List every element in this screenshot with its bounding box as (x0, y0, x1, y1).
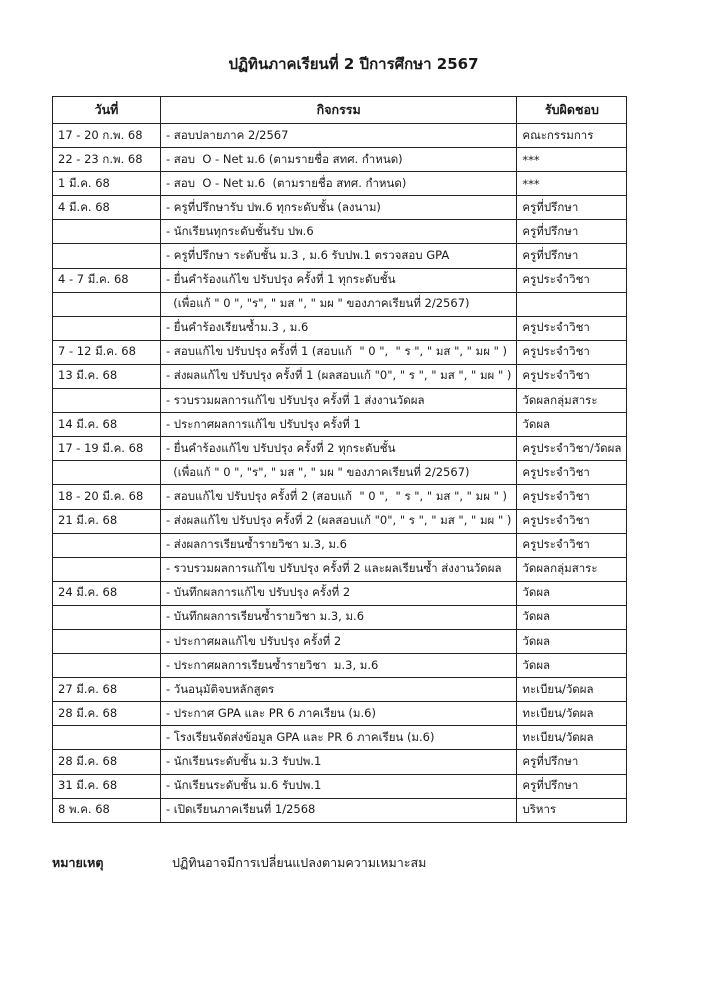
table-row (53, 461, 627, 485)
table-header-row (53, 97, 627, 124)
cell-responsible: ครูที่ปรึกษา (517, 220, 627, 244)
cell-responsible: ครูประจำวิชา (517, 364, 627, 388)
cell-activity: - รวบรวมผลการแก้ไข ปรับปรุง ครั้งที่ 2 และผลเรียนซ้ำ ส่งงานวัดผล (161, 557, 517, 581)
cell-responsible: ครูที่ปรึกษา (517, 244, 627, 268)
cell-responsible: ครูที่ปรึกษา (517, 750, 627, 774)
cell-responsible: วัดผล (517, 629, 627, 653)
cell-date: 8 พ.ค. 68 (53, 798, 161, 822)
cell-date: 14 มี.ค. 68 (53, 413, 161, 437)
table-row (53, 292, 627, 316)
cell-responsible: วัดผลกลุ่มสาระ (517, 389, 627, 413)
cell-date: 17 - 20 ก.พ. 68 (53, 124, 161, 148)
table-row (53, 798, 627, 822)
cell-date: 22 - 23 ก.พ. 68 (53, 148, 161, 172)
table-row (53, 654, 627, 678)
table-row (53, 244, 627, 268)
cell-date: 21 มี.ค. 68 (53, 509, 161, 533)
table-row (53, 148, 627, 172)
cell-responsible: ทะเบียน/วัดผล (517, 702, 627, 726)
table-row (53, 678, 627, 702)
table-row (53, 629, 627, 653)
cell-responsible: ครูประจำวิชา (517, 461, 627, 485)
cell-date (53, 316, 161, 340)
note-text: ปฏิทินอาจมีการเปลี่ยนแปลงตามความเหมาะสม (172, 855, 427, 870)
cell-date (53, 292, 161, 316)
cell-responsible: ครูประจำวิชา (517, 268, 627, 292)
cell-activity: - ประกาศ GPA และ PR 6 ภาคเรียน (ม.6) (161, 702, 517, 726)
cell-date (53, 654, 161, 678)
cell-responsible: ครูประจำวิชา (517, 485, 627, 509)
cell-date: 1 มี.ค. 68 (53, 172, 161, 196)
cell-activity: (เพื่อแก้ " 0 ", "ร", " มส ", " มผ " ของภาคเรียนที่ 2/2567) (161, 292, 517, 316)
cell-responsible: ครูประจำวิชา (517, 509, 627, 533)
cell-responsible: วัดผล (517, 654, 627, 678)
cell-date: 28 มี.ค. 68 (53, 702, 161, 726)
table-row (53, 172, 627, 196)
table-row (53, 413, 627, 437)
cell-date (53, 557, 161, 581)
cell-responsible: ครูประจำวิชา (517, 340, 627, 364)
cell-activity: - ครูที่ปรึกษา ระดับชั้น ม.3 , ม.6 รับปพ.1 ตรวจสอบ GPA (161, 244, 517, 268)
cell-activity: - ยื่นคำร้องแก้ไข ปรับปรุง ครั้งที่ 2 ทุกระดับชั้น (161, 437, 517, 461)
cell-date: 27 มี.ค. 68 (53, 678, 161, 702)
table-row (53, 389, 627, 413)
cell-activity: - วันอนุมัติจบหลักสูตร (161, 678, 517, 702)
table-row (53, 124, 627, 148)
cell-activity: - นักเรียนระดับชั้น ม.6 รับปพ.1 (161, 774, 517, 798)
cell-activity: - ครูที่ปรึกษารับ ปพ.6 ทุกระดับชั้น (ลงนาม) (161, 196, 517, 220)
cell-responsible: *** (517, 148, 627, 172)
cell-activity: - สอบแก้ไข ปรับปรุง ครั้งที่ 2 (สอบแก้ " 0 ", " ร ", " มส ", " มผ " ) (161, 485, 517, 509)
table-row (53, 220, 627, 244)
cell-activity: - ยื่นคำร้องเรียนซ้ำม.3 , ม.6 (161, 316, 517, 340)
cell-activity: - บันทึกผลการเรียนซ้ำรายวิชา ม.3, ม.6 (161, 605, 517, 629)
cell-activity: - ส่งผลการเรียนซ้ำรายวิชา ม.3, ม.6 (161, 533, 517, 557)
table-row (53, 581, 627, 605)
cell-responsible: ทะเบียน/วัดผล (517, 726, 627, 750)
header-responsible: รับผิดชอบ (517, 97, 627, 124)
cell-responsible: วัดผล (517, 581, 627, 605)
table-row (53, 268, 627, 292)
cell-activity: - โรงเรียนจัดส่งข้อมูล GPA และ PR 6 ภาคเรียน (ม.6) (161, 726, 517, 750)
table-row (53, 485, 627, 509)
cell-responsible: ครูที่ปรึกษา (517, 774, 627, 798)
cell-date: 4 - 7 มี.ค. 68 (53, 268, 161, 292)
cell-activity: - ส่งผลแก้ไข ปรับปรุง ครั้งที่ 1 (ผลสอบแก้ "0", " ร ", " มส ", " มผ " ) (161, 364, 517, 388)
cell-activity: - สอบ O - Net ม.6 (ตามรายชื่อ สทศ. กำหนด) (161, 172, 517, 196)
cell-activity: - สอบ O - Net ม.6 (ตามรายชื่อ สทศ. กำหนด) (161, 148, 517, 172)
cell-date (53, 629, 161, 653)
cell-date: 18 - 20 มี.ค. 68 (53, 485, 161, 509)
table-row (53, 774, 627, 798)
cell-activity: (เพื่อแก้ " 0 ", "ร", " มส ", " มผ " ของภาคเรียนที่ 2/2567) (161, 461, 517, 485)
calendar-table (52, 96, 627, 823)
cell-date: 4 มี.ค. 68 (53, 196, 161, 220)
cell-responsible: *** (517, 172, 627, 196)
cell-responsible: วัดผล (517, 605, 627, 629)
cell-activity: - ประกาศผลการเรียนซ้ำรายวิชา ม.3, ม.6 (161, 654, 517, 678)
cell-activity: - นักเรียนระดับชั้น ม.3 รับปพ.1 (161, 750, 517, 774)
cell-date: 31 มี.ค. 68 (53, 774, 161, 798)
table-row (53, 316, 627, 340)
cell-date: 7 - 12 มี.ค. 68 (53, 340, 161, 364)
table-row (53, 750, 627, 774)
note-label: หมายเหตุ (52, 855, 104, 870)
cell-responsible (517, 292, 627, 316)
table-row (53, 533, 627, 557)
table-body (53, 124, 627, 823)
cell-date: 17 - 19 มี.ค. 68 (53, 437, 161, 461)
cell-date: 13 มี.ค. 68 (53, 364, 161, 388)
cell-activity: - ประกาศผลการแก้ไข ปรับปรุง ครั้งที่ 1 (161, 413, 517, 437)
cell-responsible: ครูประจำวิชา (517, 533, 627, 557)
cell-activity: - ประกาศผลแก้ไข ปรับปรุง ครั้งที่ 2 (161, 629, 517, 653)
table-row (53, 437, 627, 461)
cell-activity: - ส่งผลแก้ไข ปรับปรุง ครั้งที่ 2 (ผลสอบแก้ "0", " ร ", " มส ", " มผ " ) (161, 509, 517, 533)
cell-activity: - สอบปลายภาค 2/2567 (161, 124, 517, 148)
cell-date (53, 389, 161, 413)
cell-responsible: วัดผล (517, 413, 627, 437)
header-date: วันที่ (53, 97, 161, 124)
cell-date (53, 726, 161, 750)
page-title: ปฏิทินภาคเรียนที่ 2 ปีการศึกษา 2567 (228, 55, 479, 73)
table-row (53, 726, 627, 750)
cell-date: 28 มี.ค. 68 (53, 750, 161, 774)
cell-date (53, 244, 161, 268)
table-row (53, 196, 627, 220)
cell-activity: - บันทึกผลการแก้ไข ปรับปรุง ครั้งที่ 2 (161, 581, 517, 605)
cell-responsible: ครูที่ปรึกษา (517, 196, 627, 220)
cell-responsible: ครูประจำวิชา/วัดผล (517, 437, 627, 461)
cell-responsible: ครูประจำวิชา (517, 316, 627, 340)
cell-date (53, 220, 161, 244)
cell-activity: - รวบรวมผลการแก้ไข ปรับปรุง ครั้งที่ 1 ส่งงานวัดผล (161, 389, 517, 413)
cell-date (53, 605, 161, 629)
cell-activity: - ยื่นคำร้องแก้ไข ปรับปรุง ครั้งที่ 1 ทุกระดับชั้น (161, 268, 517, 292)
table-row (53, 605, 627, 629)
cell-activity: - สอบแก้ไข ปรับปรุง ครั้งที่ 1 (สอบแก้ " 0 ", " ร ", " มส ", " มผ " ) (161, 340, 517, 364)
cell-date (53, 533, 161, 557)
cell-responsible: วัดผลกลุ่มสาระ (517, 557, 627, 581)
cell-activity: - นักเรียนทุกระดับชั้นรับ ปพ.6 (161, 220, 517, 244)
table-row (53, 364, 627, 388)
cell-responsible: คณะกรรมการ (517, 124, 627, 148)
header-activity: กิจกรรม (161, 97, 517, 124)
cell-activity: - เปิดเรียนภาคเรียนที่ 1/2568 (161, 798, 517, 822)
table-row (53, 340, 627, 364)
cell-responsible: ทะเบียน/วัดผล (517, 678, 627, 702)
table-row (53, 557, 627, 581)
cell-responsible: บริหาร (517, 798, 627, 822)
table-row (53, 509, 627, 533)
cell-date: 24 มี.ค. 68 (53, 581, 161, 605)
table-row (53, 702, 627, 726)
cell-date (53, 461, 161, 485)
